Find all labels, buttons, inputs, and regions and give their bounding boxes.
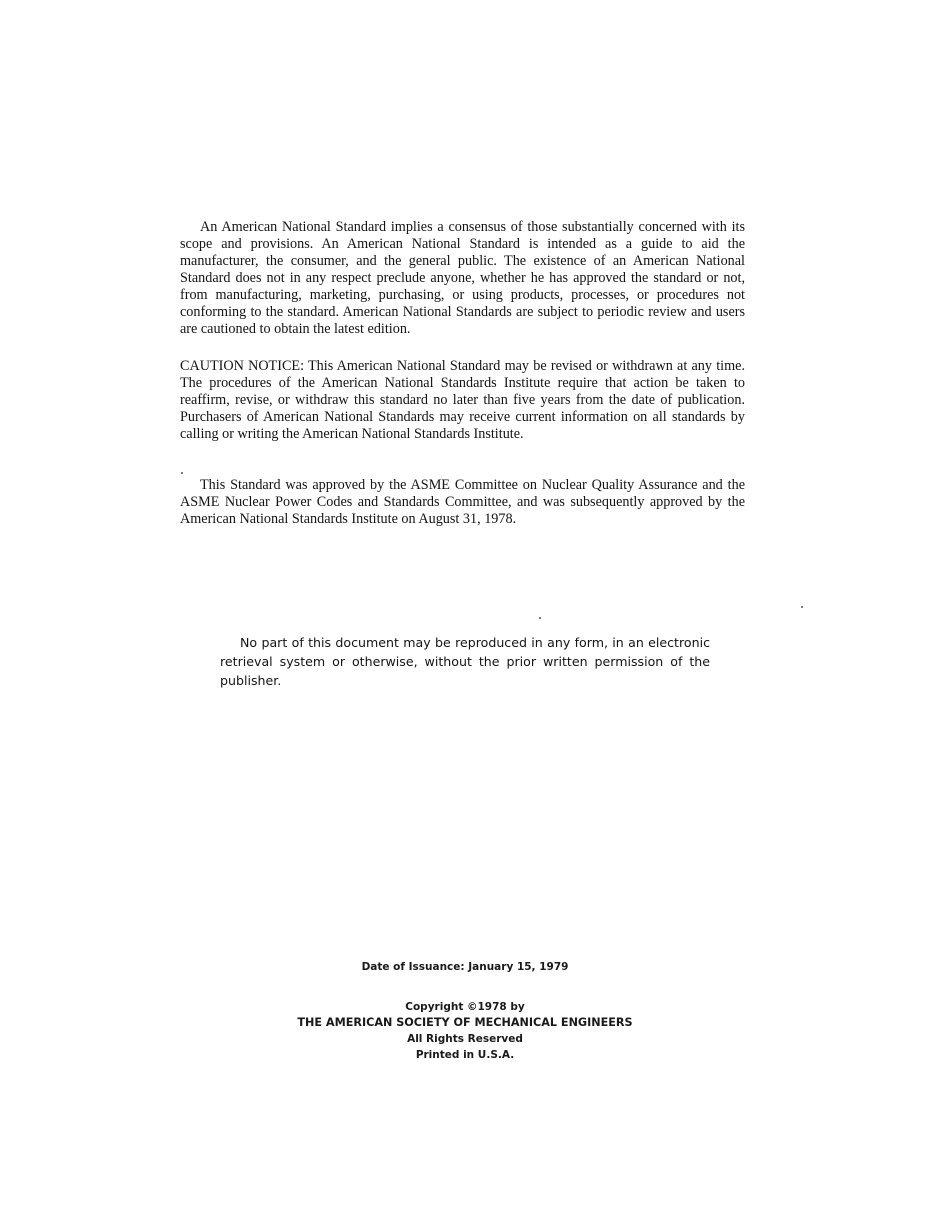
- scan-speck: [181, 472, 183, 474]
- date-of-issuance: Date of Issuance: January 15, 1979: [361, 961, 569, 973]
- publisher-name: THE AMERICAN SOCIETY OF MECHANICAL ENGINEERS: [297, 1016, 633, 1029]
- copyright-block: [250, 999, 680, 1063]
- reproduction-notice: No part of this document may be reproduced in any form, in an electronic retrieval system or otherwise, without the prior written permission of the publisher.: [220, 635, 710, 688]
- consensus-paragraph: An American National Standard implies a consensus of those substantially concerned with its scope and provisions. An American National Standard is intended as a guide to aid the manufacturer, the consumer, and the general public. The existence of an American National Standard does not in any respect preclude anyone, whether he has approved the standard or not, from manufacturing, marketing, purchasing, or using products, processes, or procedures not conforming to the standard. American National Standards are subject to periodic review and users are cautioned to obtain the latest edition.: [180, 219, 745, 337]
- scan-speck: [801, 606, 803, 608]
- copyright-line: Copyright ©1978 by: [405, 1001, 525, 1013]
- caution-notice-paragraph: CAUTION NOTICE: This American National Standard may be revised or withdrawn at any time. The procedures of the American National Standards Institute require that action be taken to reaffirm, revise, or withdraw this standard no later than five years from the date of publication. Purchasers of American National Standards may receive current information on all standards by calling or writing the American National Standards Institute.: [180, 358, 745, 442]
- scan-speck: [539, 617, 541, 619]
- printed-line: Printed in U.S.A.: [415, 1049, 515, 1061]
- rights-line: All Rights Reserved: [407, 1033, 523, 1045]
- approval-paragraph: This Standard was approved by the ASME Committee on Nuclear Quality Assurance and the ASME Nuclear Power Codes and Standards Committee, and was subsequently approved by the American National Standards Institute on August 31, 1978.: [180, 477, 745, 527]
